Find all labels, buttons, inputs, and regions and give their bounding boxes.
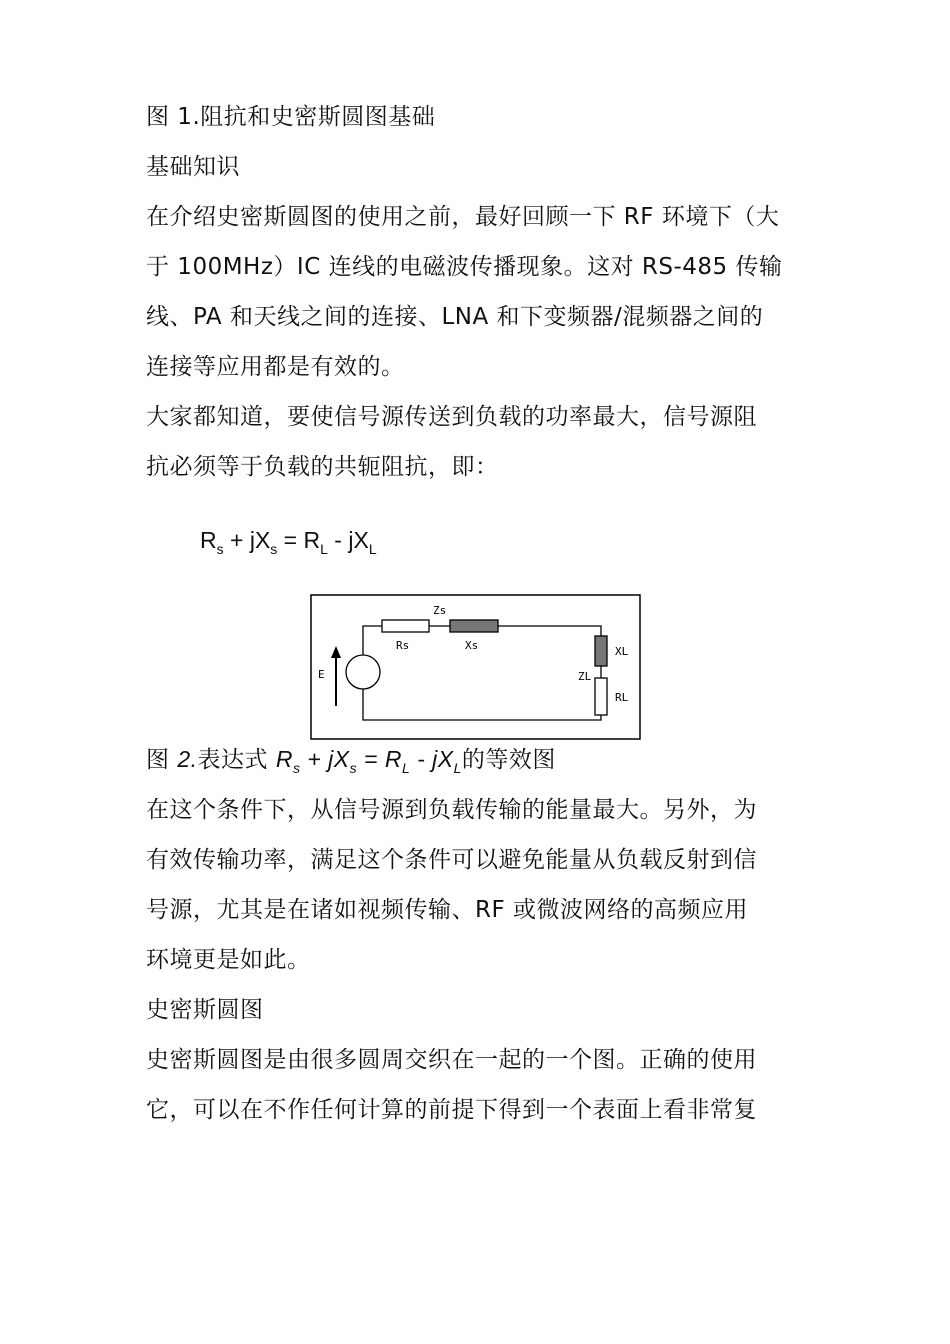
label-zl: ZL bbox=[578, 670, 592, 683]
label-zs: Zs bbox=[433, 604, 447, 617]
paragraph-line: 史密斯圆图是由很多圆周交织在一起的一个图。正确的使用 bbox=[146, 1047, 757, 1073]
paragraph-line: 线、PA 和天线之间的连接、LNA 和下变频器/混频器之间的 bbox=[146, 304, 764, 330]
paragraph-line: 于 100MHz）IC 连线的电磁波传播现象。这对 RS-485 传输 bbox=[146, 254, 783, 280]
paragraph-line: 有效传输功率，满足这个条件可以避免能量从负载反射到信 bbox=[146, 847, 757, 873]
paragraph-line: 在介绍史密斯圆图的使用之前，最好回顾一下 RF 环境下（大 bbox=[146, 204, 780, 230]
impedance-matching-formula: $R_s + jX_s = R_L - jX_L$ bbox=[200, 527, 377, 557]
paragraph-line: 在这个条件下，从信号源到负载传输的能量最大。另外，为 bbox=[146, 797, 757, 823]
paragraph-line: 大家都知道，要使信号源传送到负载的功率最大，信号源阻 bbox=[146, 404, 757, 430]
section-heading-smith-chart: 史密斯圆图 bbox=[146, 997, 264, 1023]
section-heading-basics: 基础知识 bbox=[146, 154, 240, 180]
label-rs: Rs bbox=[396, 639, 410, 652]
label-xs: Xs bbox=[465, 639, 479, 652]
label-xl: XL bbox=[615, 645, 629, 658]
equivalent-circuit-diagram bbox=[310, 594, 641, 740]
paragraph-line: 抗必须等于负载的共轭阻抗，即： bbox=[146, 454, 499, 480]
label-e: E bbox=[318, 668, 325, 681]
label-rl: RL bbox=[615, 691, 629, 704]
paragraph-line: 号源，尤其是在诸如视频传输、RF 或微波网络的高频应用 bbox=[146, 897, 749, 923]
figure-2-caption: 图 2.表达式 $R_s + jX_s = R_L - jX_L$的等效图 bbox=[146, 746, 556, 776]
paragraph-line: 连接等应用都是有效的。 bbox=[146, 354, 405, 380]
paragraph-line: 它，可以在不作任何计算的前提下得到一个表面上看非常复 bbox=[146, 1097, 757, 1123]
paragraph-line: 环境更是如此。 bbox=[146, 947, 311, 973]
figure-1-caption: 图 1.阻抗和史密斯圆图基础 bbox=[146, 104, 436, 130]
